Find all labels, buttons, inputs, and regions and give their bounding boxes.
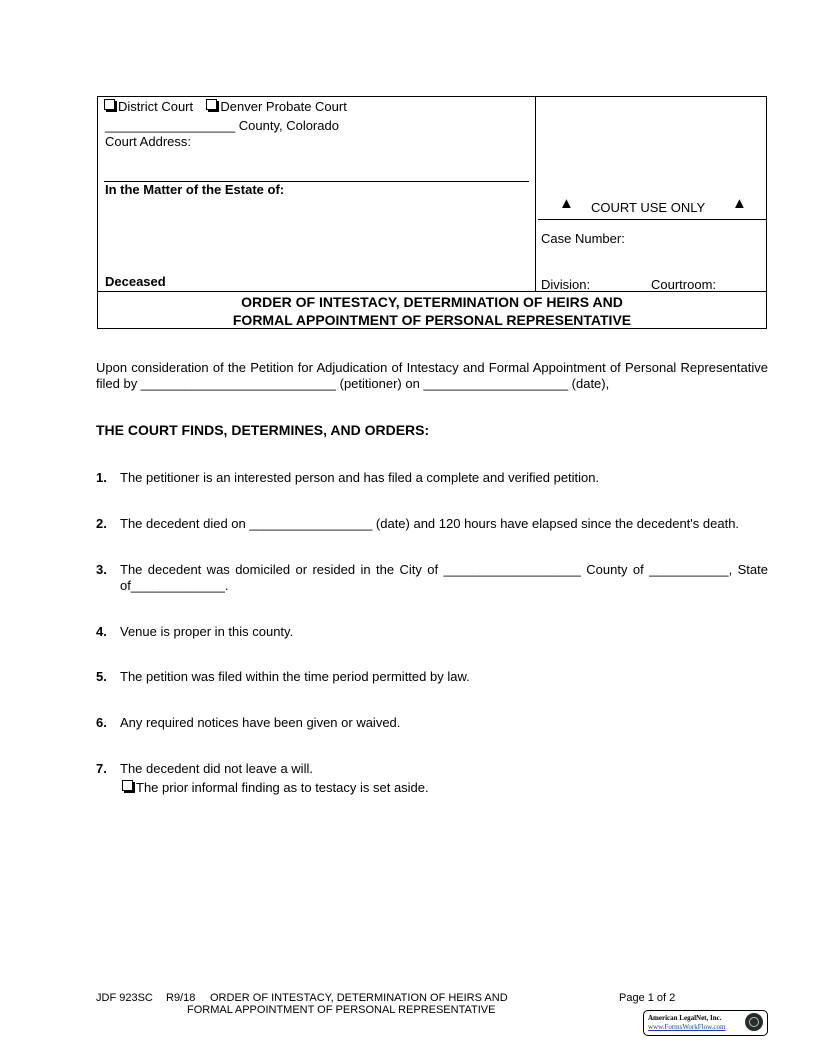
district-court-checkbox[interactable] xyxy=(104,99,115,110)
item-5-number: 5. xyxy=(96,669,107,684)
court-use-divider xyxy=(538,219,767,220)
intro-paragraph: Upon consideration of the Petition for Adjudication of Intestacy and Formal Appointment of Personal Representative filed by ___________________________ (petitioner) on ____________________ (date), xyxy=(96,360,768,391)
footer-form-id: JDF 923SC xyxy=(96,992,153,1004)
logo-company: American LegalNet, Inc. xyxy=(648,1014,722,1022)
denver-probate-checkbox[interactable] xyxy=(206,99,217,110)
court-use-only-label: COURT USE ONLY xyxy=(591,200,706,215)
denver-probate-label: Denver Probate Court xyxy=(220,99,347,114)
findings-heading: THE COURT FINDS, DETERMINES, AND ORDERS: xyxy=(96,422,430,438)
informal-finding-label: The prior informal finding as to testacy is set aside. xyxy=(136,780,429,795)
globe-icon xyxy=(745,1013,763,1031)
form-title-line1: ORDER OF INTESTACY, DETERMINATION OF HEIRS AND xyxy=(241,294,623,310)
item-7-number: 7. xyxy=(96,761,107,776)
court-type-checkboxes xyxy=(104,99,347,114)
item-2-number: 2. xyxy=(96,516,107,531)
item-5-text: The petition was filed within the time period permitted by law. xyxy=(120,669,470,684)
footer-page-number: Page 1 of 2 xyxy=(619,992,676,1004)
informal-finding-checkbox[interactable] xyxy=(122,780,133,791)
district-court-label: District Court xyxy=(118,99,194,114)
item-3-number: 3. xyxy=(96,562,107,577)
publisher-logo xyxy=(643,1010,768,1036)
triangle-up-icon-left: ▲ xyxy=(559,195,574,212)
caption-divider xyxy=(535,96,536,292)
item-7-option xyxy=(122,780,429,795)
item-1-number: 1. xyxy=(96,470,107,485)
courtroom-label: Courtroom: xyxy=(651,277,717,292)
division-label: Division: xyxy=(541,277,591,292)
form-title-line2: FORMAL APPOINTMENT OF PERSONAL REPRESENTATIVE xyxy=(232,312,632,328)
county-line: __________________ County, Colorado xyxy=(105,118,339,133)
item-1-text: The petitioner is an interested person and has filed a complete and verified petition. xyxy=(120,470,600,485)
deceased-label: Deceased xyxy=(105,274,166,289)
item-6-text: Any required notices have been given or waived. xyxy=(120,715,401,730)
item-4-number: 4. xyxy=(96,624,107,639)
footer-revision: R9/18 xyxy=(166,992,196,1004)
logo-website[interactable]: www.FormsWorkFlow.com xyxy=(648,1023,726,1031)
court-address-label: Court Address: xyxy=(105,134,191,149)
footer-title-line2: FORMAL APPOINTMENT OF PERSONAL REPRESENTATIVE xyxy=(187,1004,496,1016)
case-number-label: Case Number: xyxy=(541,231,625,246)
triangle-up-icon-right: ▲ xyxy=(732,195,747,212)
footer-title-line1: ORDER OF INTESTACY, DETERMINATION OF HEIRS AND xyxy=(210,992,508,1004)
item-3-text: The decedent was domiciled or resided in the City of ___________________ County of ___________, State of_____________. xyxy=(120,562,768,593)
item-7-text: The decedent did not leave a will. xyxy=(120,761,313,776)
item-4-text: Venue is proper in this county. xyxy=(120,624,294,639)
item-6-number: 6. xyxy=(96,715,107,730)
form-title xyxy=(97,293,767,329)
matter-label: In the Matter of the Estate of: xyxy=(105,182,285,197)
item-2-text: The decedent died on _________________ (date) and 120 hours have elapsed since the decedent's death. xyxy=(120,516,740,531)
